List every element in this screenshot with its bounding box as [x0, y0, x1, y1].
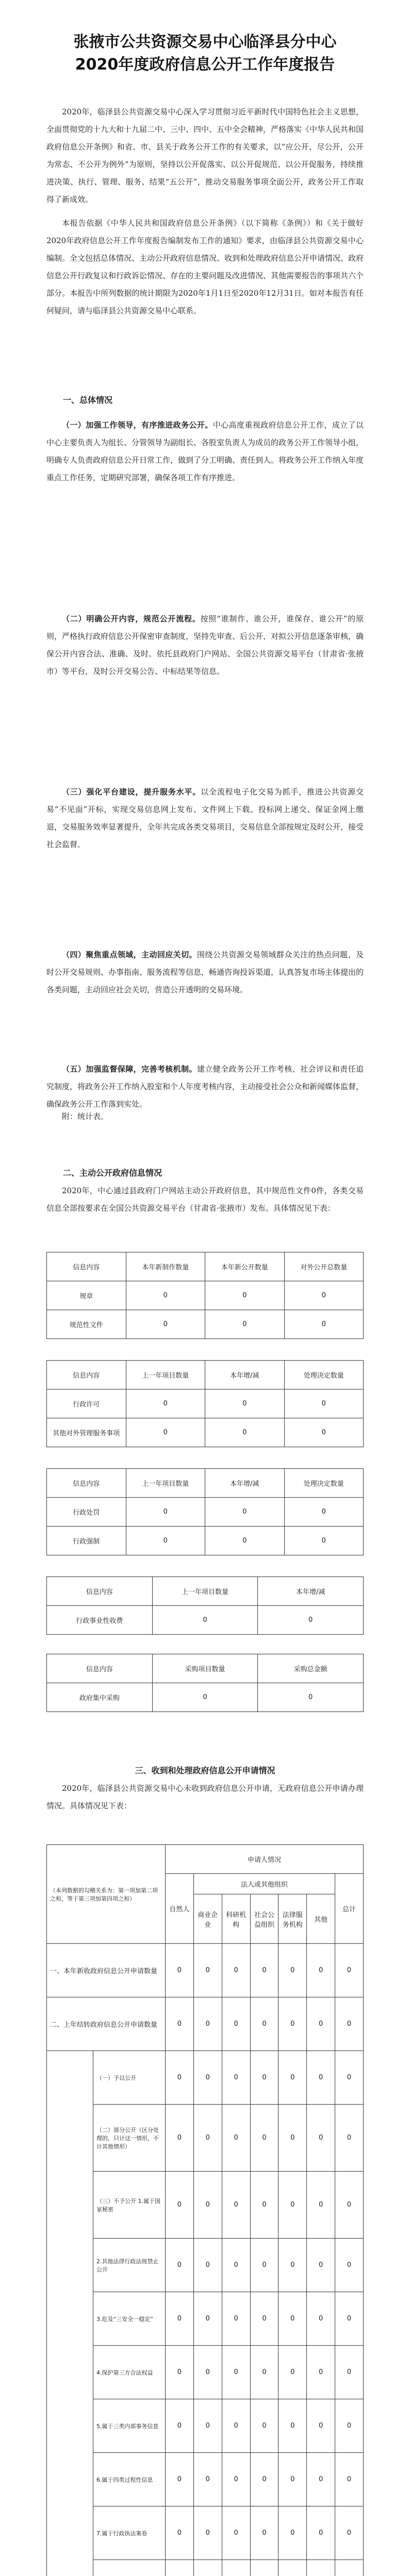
table-cell: 0: [250, 2292, 278, 2346]
table-cell: 0: [166, 1997, 194, 2051]
table-header: 本年新公开数量: [205, 1252, 285, 1281]
table-cell: [166, 2560, 194, 2576]
section-heading: 三、收到和处理政府信息公开申请情况: [135, 1766, 275, 1775]
table-header: 采购项目数量: [152, 1654, 258, 1683]
item-body: 建立健全政务公开工作考核、社会评议和责任追究制度，将政务公开工作纳入股室和个人年度考核内容，主动接受社会公众和新闻媒体监督，确保政务公开工作落到实处。: [46, 1064, 364, 1109]
section-item-paragraph: [46, 946, 364, 998]
table-header: 对外公开总数量: [284, 1252, 364, 1281]
section-intro: 2020年，中心通过县政府门户网站主动公开政府信息，其中规范性文件0件，各类交易信息全部按要求在全国公共资源交易平台（甘肃省·张掖市）发布。具体情况见下表：: [46, 1186, 364, 1213]
table-header: 本年增/减: [205, 1469, 285, 1498]
table-cell: 0: [278, 2105, 307, 2172]
attachment-note: [0, 1108, 410, 1125]
table-row: [47, 2399, 364, 2453]
table-cell: 0: [222, 1997, 250, 2051]
table-cell: 0: [335, 2506, 364, 2560]
table-cell: 0: [278, 2292, 307, 2346]
table-corner-note: （本列数据的勾稽关系为：第一项加第二项之和，等于第三项加第四项之和）: [47, 1845, 166, 1944]
table-cell: 0: [205, 1527, 285, 1555]
table-cell: 0: [335, 2292, 364, 2346]
table-cell: [193, 2560, 222, 2576]
section-item-paragraph: [46, 416, 364, 486]
table-row-sublabel: 6.属于四类过程性信息: [93, 2453, 166, 2506]
table-cell: 0: [335, 2239, 364, 2292]
item-lead: （三）强化平台建设，提升服务水平。: [62, 787, 201, 796]
table-header: 处理决定数量: [284, 1469, 364, 1498]
table-cell: 0: [222, 1944, 250, 1997]
attachment-note-text: 附：统计表。: [62, 1112, 109, 1121]
table-header: 自然人: [166, 1874, 194, 1944]
table-row: [47, 1997, 364, 2051]
table-header: 申请人情况: [166, 1845, 364, 1874]
table-cell: 0: [222, 2399, 250, 2453]
table-row-sublabel: 2.其他法律行政法规禁止公开: [93, 2239, 166, 2292]
table-cell: 0: [278, 2506, 307, 2560]
table-cell: 0: [152, 1606, 258, 1635]
table-cell: 0: [307, 1997, 335, 2051]
table-cell: 0: [250, 2346, 278, 2399]
disclosure-table: [46, 1577, 364, 1635]
table-header: 上一年项目数量: [152, 1577, 258, 1606]
table-cell: 0: [166, 2239, 194, 2292]
table-header: 处理决定数量: [284, 1361, 364, 1389]
table-cell: 0: [307, 2172, 335, 2239]
table-row-sublabel: 3.危及“三安全一稳定”: [93, 2292, 166, 2346]
table-cell: 0: [205, 1418, 285, 1447]
table-cell: 0: [166, 2172, 194, 2239]
table-cell: [278, 2560, 307, 2576]
table-row: [47, 2239, 364, 2292]
application-table-body: [47, 1944, 364, 2576]
document-title-line1: 张掖市公共资源交易中心临泽县分中心: [73, 33, 337, 51]
table-header: 信息内容: [47, 1361, 126, 1389]
table-cell: 0: [250, 1944, 278, 1997]
table-row-sublabel: 4.保护第三方合法权益: [93, 2346, 166, 2399]
section-heading: 二、主动公开政府信息情况: [63, 1168, 162, 1178]
section-applications: [0, 1762, 410, 1815]
table-row-label: 规章: [47, 1281, 126, 1310]
table-cell: 0: [193, 2292, 222, 2346]
item-body: 按照“谁制作、谁公开，谁保存、谁公开”的原则，严格执行政府信息公开保密审查制度，坚持先审查、后公开，对拟公开信息逐条审核，确保公开内容合法、准确、及时。依托县政府门户网站、全国公共资源交易平台（甘肃省·张掖市）等平台，及时公开交易公告、中标结果等信息。: [46, 614, 364, 676]
table-cell: 0: [284, 1498, 364, 1527]
table-cell: 0: [193, 2506, 222, 2560]
table-cell: 0: [284, 1527, 364, 1555]
table-header: 信息内容: [47, 1469, 126, 1498]
table-cell: 0: [307, 2292, 335, 2346]
intro-section: [0, 103, 410, 319]
table-cell: 0: [193, 2453, 222, 2506]
table-regulations: [0, 1252, 410, 1339]
table-cell: 0: [307, 2399, 335, 2453]
table-row-label: 行政强制: [47, 1527, 126, 1555]
table-licensing: [0, 1360, 410, 1447]
table-cell: 0: [250, 2399, 278, 2453]
table-cell: 0: [250, 2239, 278, 2292]
table-procurement: [0, 1654, 410, 1712]
table-cell: 0: [250, 2506, 278, 2560]
table-row: [47, 2560, 364, 2576]
table-header: 科研机构: [222, 1894, 250, 1944]
table-cell: 0: [205, 1310, 285, 1339]
application-table: [46, 1844, 364, 2576]
table-cell: 0: [335, 1997, 364, 2051]
table-cell: 0: [278, 1944, 307, 1997]
table-cell: 0: [258, 1683, 364, 1712]
table-cell: 0: [222, 2292, 250, 2346]
table-cell: 0: [278, 2172, 307, 2239]
table-header: 法律服务机构: [278, 1894, 307, 1944]
item-lead: （一）加强工作领导，有序推进政务公开。: [62, 420, 213, 430]
table-row: [47, 2105, 364, 2172]
table-row-label: 行政事业性收费: [47, 1606, 153, 1635]
table-cell: 0: [284, 1310, 364, 1339]
disclosure-table: [46, 1654, 364, 1712]
table-row-label: 其他对外管理服务事项: [47, 1418, 126, 1447]
table-cell: 0: [126, 1281, 205, 1310]
table-header: 信息内容: [47, 1252, 126, 1281]
intro-paragraph: 2020年，临泽县公共资源交易中心深入学习贯彻习近平新时代中国特色社会主义思想，全面贯彻党的十九大和十九届二中、三中、四中、五中全会精神，严格落实《中华人民共和国政府信息公开条例》和省、市、县关于政务公开工作的有关要求，以“应公开、尽公开，公开为常态、不公开为例外”为原则，坚持以公开促落实、以公开促规范、以公开促服务，持续推进决策、执行、管理、服务、结果“五公开”，推动交易服务事项全面公开，政务公开工作取得了新成效。: [46, 107, 364, 204]
table-cell: 0: [335, 2105, 364, 2172]
section-proactive-disclosure: [0, 1164, 410, 1217]
table-row-label: 行政处罚: [47, 1498, 126, 1527]
table-cell: 0: [335, 1944, 364, 1997]
table-cell: 0: [250, 2172, 278, 2239]
table-cell: 0: [166, 2453, 194, 2506]
intro-paragraph: 本报告依据《中华人民共和国政府信息公开条例》（以下简称《条例》）和《关于做好2020年政府信息公开工作年度报告编制发布工作的通知》要求，由临泽县公共资源交易中心编制。全文包括总体情况、主动公开政府信息情况、收到和处理政府信息公开申请情况、政府信息公开行政复议和行政诉讼情况、存在的主要问题及改进情况、其他需要报告的事项共六个部分。本报告中所列数据的统计期限为2020年1月1日至2020年12月31日。如对本报告有任何疑问，请与临泽县公共资源交易中心联系。: [46, 218, 364, 315]
table-header: 本年新制作数量: [126, 1252, 205, 1281]
table-group-label: [47, 2051, 93, 2576]
table-cell: 0: [250, 2051, 278, 2105]
table-cell: [335, 2560, 364, 2576]
table-penalties: [0, 1468, 410, 1555]
table-cell: 0: [335, 2346, 364, 2399]
table-cell: 0: [258, 1606, 364, 1635]
table-row-sublabel: 7.属于行政执法案卷: [93, 2506, 166, 2560]
section-item-paragraph: [46, 783, 364, 853]
table-cell: 0: [307, 2346, 335, 2399]
table-cell: 0: [222, 2172, 250, 2239]
table-cell: 0: [278, 2399, 307, 2453]
table-row-sublabel: [93, 2560, 166, 2576]
table-row-label: 政府集中采购: [47, 1683, 153, 1712]
table-cell: 0: [278, 2051, 307, 2105]
table-header: 商业企业: [193, 1894, 222, 1944]
table-cell: 0: [222, 2051, 250, 2105]
item-body: 中心高度重视政府信息公开工作，成立了以中心主要负责人为组长、分管领导为副组长、各股室负责人为成员的政务公开工作领导小组，明确专人负责政府信息公开日常工作，做到了分工明确、责任到人。将政务公开工作纳入年度重点工作任务，定期研究部署，确保各项工作有序推进。: [46, 420, 364, 482]
table-row: [47, 2506, 364, 2560]
table-cell: 0: [278, 2453, 307, 2506]
table-row-label: 规范性文件: [47, 1310, 126, 1339]
table-cell: 0: [126, 1310, 205, 1339]
table-cell: 0: [205, 1498, 285, 1527]
table-cell: 0: [307, 2105, 335, 2172]
disclosure-table: [46, 1360, 364, 1447]
table-cell: 0: [152, 1683, 258, 1712]
table-header: 上一年项目数量: [126, 1361, 205, 1389]
table-cell: [250, 2560, 278, 2576]
table-cell: 0: [250, 2105, 278, 2172]
table-cell: 0: [126, 1418, 205, 1447]
table-cell: 0: [307, 2051, 335, 2105]
table-cell: 0: [126, 1527, 205, 1555]
item-lead: （五）加强监督保障，完善考核机制。: [62, 1064, 197, 1074]
section-item-paragraph: [46, 1060, 364, 1113]
table-cell: 0: [278, 1997, 307, 2051]
table-row-label: 二、上年结转政府信息公开申请数量: [47, 1997, 166, 2051]
table-cell: 0: [193, 2346, 222, 2399]
table-cell: [307, 2560, 335, 2576]
table-cell: 0: [284, 1389, 364, 1418]
table-cell: 0: [166, 2399, 194, 2453]
item-body: 以全流程电子化交易为抓手，推进公共资源交易“不见面”开标，实现交易信息网上发布、文件网上下载、投标网上递交、保证金网上缴退，交易服务效率显著提升，全年共完成各类交易项目，交易信息全部按规定及时公开，接受社会监督。: [46, 787, 364, 849]
table-cell: 0: [166, 2506, 194, 2560]
table-cell: [222, 2560, 250, 2576]
table-row-sublabel: （二）部分公开（区分处理的，只计这一情形，不计其他情形）: [93, 2105, 166, 2172]
table-cell: 0: [222, 2506, 250, 2560]
table-row-label: 一、本年新收政府信息公开申请数量: [47, 1944, 166, 1997]
table-header: 采购总金额: [258, 1654, 364, 1683]
table-fees: [0, 1577, 410, 1635]
table-header: 上一年项目数量: [126, 1469, 205, 1498]
table-header: 本年增/减: [258, 1577, 364, 1606]
document-title-line2: 2020年度政府信息公开工作年度报告: [75, 56, 335, 74]
table-cell: 0: [193, 2399, 222, 2453]
table-cell: 0: [193, 2051, 222, 2105]
table-cell: 0: [205, 1389, 285, 1418]
table-cell: 0: [126, 1389, 205, 1418]
table-row: [47, 1944, 364, 1997]
table-header: 其他: [307, 1894, 335, 1944]
table-cell: 0: [307, 2453, 335, 2506]
section-general: [0, 392, 410, 1113]
table-row: [47, 2346, 364, 2399]
table-row: [47, 2051, 364, 2105]
table-cell: 0: [193, 1997, 222, 2051]
table-cell: 0: [193, 1944, 222, 1997]
table-row: [47, 2172, 364, 2239]
table-cell: 0: [335, 2453, 364, 2506]
table-header: 本年增/减: [205, 1361, 285, 1389]
table-row-sublabel: （一）予以公开: [93, 2051, 166, 2105]
table-cell: 0: [193, 2105, 222, 2172]
disclosure-table: [46, 1252, 364, 1339]
table-header: 信息内容: [47, 1654, 153, 1683]
table-row-label: 行政许可: [47, 1389, 126, 1418]
table-cell: 0: [278, 2239, 307, 2292]
item-body: 围绕公共资源交易领域群众关注的热点问题，及时公开交易规则、办事指南、服务流程等信息，畅通咨询投诉渠道，认真答复市场主体提出的各类问题，主动回应社会关切，营造公开透明的交易环境。: [46, 950, 364, 994]
document-title-block: [0, 31, 410, 76]
table-header: 总计: [335, 1874, 364, 1944]
section-item-paragraph: [46, 610, 364, 680]
table-cell: 0: [126, 1498, 205, 1527]
table-cell: 0: [166, 2346, 194, 2399]
table-row-sublabel: 5.属于三类内部事务信息: [93, 2399, 166, 2453]
section-intro: 2020年，临泽县公共资源交易中心未收到政府信息公开申请，无政府信息公开申请办理情况。具体情况见下表：: [46, 1784, 364, 1810]
item-lead: （四）聚焦重点领域，主动回应关切。: [62, 950, 197, 959]
application-table-wrap: [0, 1844, 410, 2576]
table-cell: 0: [222, 2453, 250, 2506]
table-cell: 0: [166, 1944, 194, 1997]
table-cell: 0: [222, 2346, 250, 2399]
disclosure-table: [46, 1468, 364, 1555]
table-cell: 0: [307, 1944, 335, 1997]
table-cell: 0: [250, 2453, 278, 2506]
table-row: [47, 2453, 364, 2506]
table-cell: 0: [335, 2399, 364, 2453]
table-cell: 0: [250, 1997, 278, 2051]
table-cell: 0: [205, 1281, 285, 1310]
table-cell: 0: [166, 2292, 194, 2346]
item-lead: （二）明确公开内容，规范公开流程。: [62, 614, 201, 623]
table-cell: 0: [166, 2105, 194, 2172]
table-header: 法人或其他组织: [193, 1874, 335, 1894]
table-cell: 0: [193, 2239, 222, 2292]
section-heading: 一、总体情况: [63, 395, 113, 405]
table-row: [47, 2292, 364, 2346]
table-cell: 0: [307, 2506, 335, 2560]
table-cell: 0: [278, 2346, 307, 2399]
table-cell: 0: [222, 2105, 250, 2172]
table-row-sublabel: （三）不予公开 1.属于国家秘密: [93, 2172, 166, 2239]
table-cell: 0: [284, 1281, 364, 1310]
table-header: 社会公益组织: [250, 1894, 278, 1944]
table-cell: 0: [193, 2172, 222, 2239]
table-cell: 0: [335, 2051, 364, 2105]
table-cell: 0: [222, 2239, 250, 2292]
table-cell: 0: [335, 2172, 364, 2239]
table-cell: 0: [307, 2239, 335, 2292]
table-header: 信息内容: [47, 1577, 153, 1606]
table-cell: 0: [166, 2051, 194, 2105]
table-cell: 0: [284, 1418, 364, 1447]
